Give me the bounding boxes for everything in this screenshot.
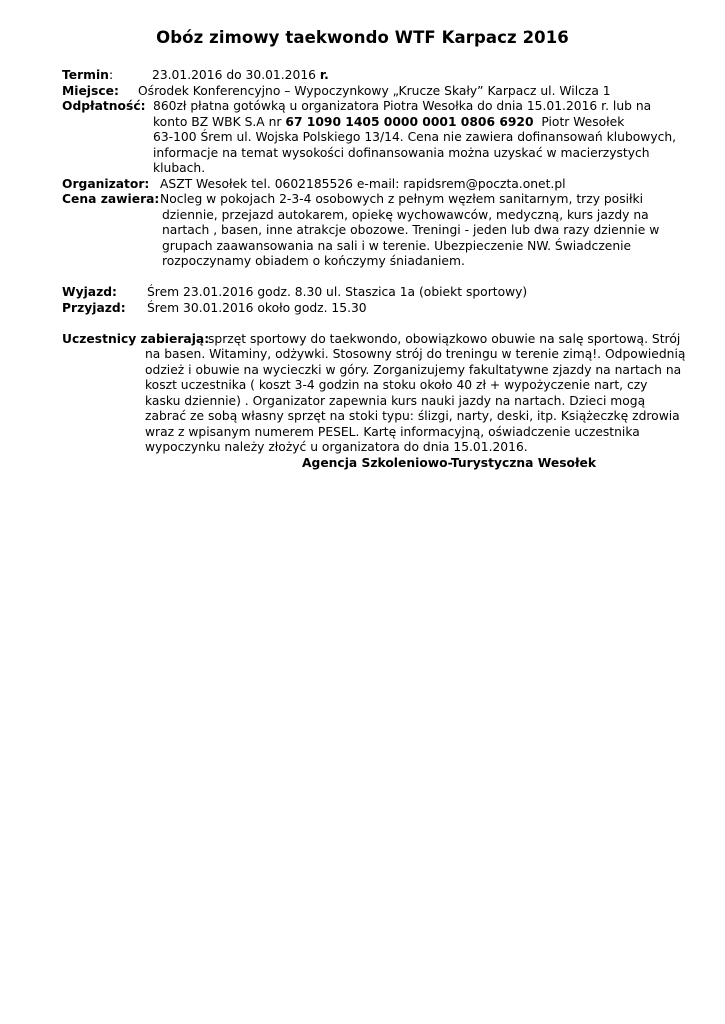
cena-line1: Nocleg w pokojach 2-3-4 osobowych z pełnym węzłem sanitarnym, trzy posiłki [160,192,644,206]
przyjazd-value: Śrem 30.01.2016 około godz. 15.30 [147,300,367,315]
organizator-label: Organizator: [62,176,150,191]
przyjazd-label: Przyjazd: [62,300,126,315]
odplatnosc-line4: informacje na temat wysokości dofinansowania można uzyskać w macierzystych [153,145,650,160]
uczestnicy-line8: wypoczynku należy złożyć u organizatora do dnia 15.01.2016. [145,440,528,454]
uczestnicy-line6: zabrać ze sobą własny sprzęt na stoki typu: ślizgi, narty, deski, itp. Książeczkę zdrowia [145,409,680,423]
page-title: Obóz zimowy taekwondo WTF Karpacz 2016 [156,28,569,47]
cena-row [62,192,702,208]
miejsce-row [62,84,702,100]
cena-line2: dziennie, przejazd autokarem, opiekę wychowawców, medyczną, kurs jazdy na [162,207,649,222]
miejsce-value: Ośrodek Konferencyjno – Wypoczynkowy „Krucze Skały” Karpacz ul. Wilcza 1 [138,83,611,98]
odplatnosc-line2: konto BZ WBK S.A nr 67 1090 1405 0000 0001 0806 6920 Piotr Wesołek [153,114,625,129]
uczestnicy-line7: wraz z wpisanym numerem PESEL. Kartę informacyjną, oświadczenie uczestnika [145,424,640,439]
termin-value-end: r. [319,68,329,82]
wyjazd-value: Śrem 23.01.2016 godz. 8.30 ul. Staszica 1a (obiekt sportowy) [147,285,528,299]
uczestnicy-row [62,332,702,348]
termin-value: 23.01.2016 do 30.01.2016 [152,68,320,82]
signature: Agencja Szkoleniowo-Turystyczna Wesołek [302,455,597,470]
odplatnosc-line3: 63-100 Śrem ul. Wojska Polskiego 13/14. Cena nie zawiera dofinansowań klubowych, [153,130,677,144]
cena-line3: nartach , basen, inne atrakcje obozowe. Treningi - jeden lub dwa razy dziennie w [162,223,660,237]
document-body [62,68,702,471]
uczestnicy-line3: odzież i obuwie na wycieczki w góry. Zorganizujemy fakultatywne zjazdy na nartach na [145,362,682,377]
odplatnosc-label: Odpłatność: [62,99,146,113]
przyjazd-row [62,301,702,317]
wyjazd-row [62,285,702,301]
bank-account-number: 67 1090 1405 0000 0001 0806 6920 [285,114,534,129]
cena-label: Cena zawiera: [62,192,160,206]
odplatnosc-line1: 860zł płatna gotówką u organizatora Piotra Wesołka do dnia 15.01.2016 r. lub na [153,99,652,113]
organizator-value: ASZT Wesołek tel. 0602185526 e-mail: rapidsrem@poczta.onet.pl [160,176,566,191]
uczestnicy-line2: na basen. Witaminy, odżywki. Stosowny strój do treningu w terenie zimą!. Odpowiednią [145,347,686,361]
termin-row: Termin: 23.01.2016 do 30.01.2016 r. [62,68,329,82]
miejsce-label: Miejsce: [62,83,119,98]
uczestnicy-line5: kasku dziennie) . Organizator zapewnia kurs nauki jazdy na nartach. Dzieci mogą [145,393,646,408]
uczestnicy-label: Uczestnicy zabierają: [62,331,210,346]
organizator-row [62,177,702,193]
wyjazd-label: Wyjazd: [62,285,117,299]
uczestnicy-line4: koszt uczestnika ( koszt 3-4 godzin na stoku około 40 zł + wypożyczenie nart, czy [145,378,648,392]
uczestnicy-line1: sprzęt sportowy do taekwondo, obowiązkowo obuwie na salę sportową. Strój [208,331,681,346]
cena-line5: rozpoczynamy obiadem o kończymy śniadaniem. [162,254,465,268]
termin-label: Termin [62,68,109,82]
odplatnosc-row [62,99,702,115]
cena-line4: grupach zaawansowania na sali i w terenie. Ubezpieczenie NW. Świadczenie [162,238,632,253]
odplatnosc-line5: klubach. [153,161,206,175]
